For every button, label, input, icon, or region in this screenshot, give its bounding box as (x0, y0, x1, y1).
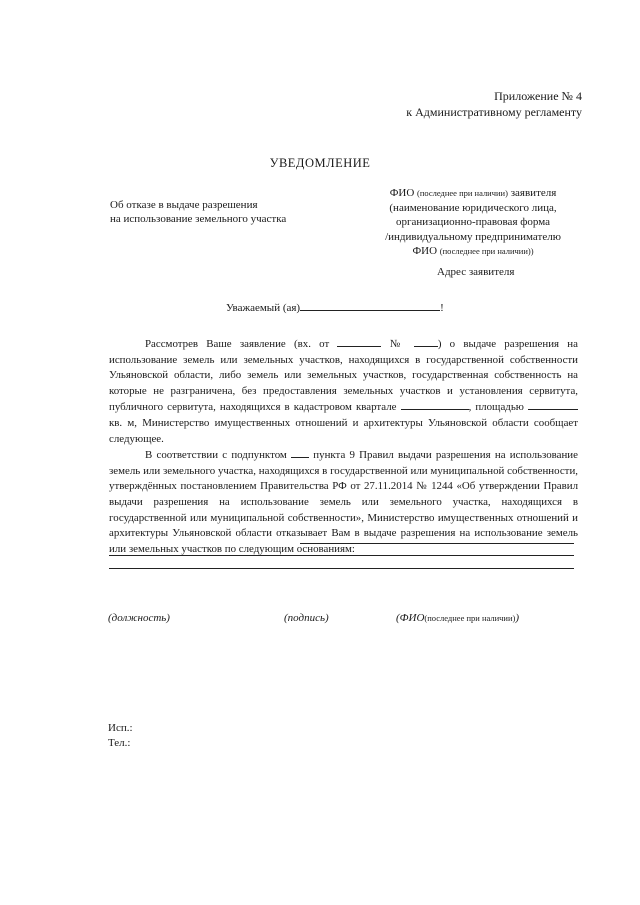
grounds-blank-line-2 (109, 555, 574, 556)
addressee-line-2: (наименование юридического лица, (389, 201, 557, 214)
quarter-blank (401, 399, 469, 410)
number-blank (414, 336, 438, 347)
greeting-suffix: ! (440, 302, 444, 314)
area-blank (528, 399, 578, 410)
executor-label: Исп.: (108, 722, 133, 734)
document-title: УВЕДОМЛЕНИЕ (269, 156, 371, 170)
addressee-line-5: ФИО (последнее при наличии)) (412, 245, 534, 257)
subject-line-1: Об отказе в выдаче разрешения (110, 199, 258, 211)
annex-number: Приложение № 4 (494, 89, 582, 103)
annex-reference: к Административному регламенту (406, 105, 582, 119)
addressee-line-1: ФИО (последнее при наличии) заявителя (389, 187, 557, 199)
phone-label: Тел.: (108, 737, 131, 749)
addressee-line-3: организационно-правовая форма (396, 216, 550, 228)
greeting-prefix: Уважаемый (ая) (226, 302, 301, 314)
addressee-line-4: /индивидуальному предпринимателю (385, 230, 561, 243)
annex-header (406, 88, 582, 120)
addressee-name-blank (300, 300, 440, 311)
signature-fio: (ФИО(последнее при наличии)) (396, 612, 520, 624)
contacts-block (108, 721, 133, 751)
greeting-line (226, 300, 444, 314)
applicant-address-label: Адрес заявителя (437, 266, 515, 278)
notice-subject (110, 198, 286, 226)
signature-position: (должность) (108, 612, 170, 624)
subject-line-2: на использование земельного участка (110, 213, 287, 225)
addressee-block (368, 186, 578, 259)
grounds-blank-line-1 (300, 543, 574, 544)
signature-sign: (подпись) (284, 612, 329, 624)
grounds-blank-line-3 (109, 568, 574, 569)
notice-body (109, 336, 578, 557)
paragraph-2: В соответствии с подпунктом пункта 9 Правил выдачи разрешения на использование земель или земельного участка, находящихся в государственной или муниципальной собственности, утверждённых постановлением Правительства РФ от 27.11.2014 № 1244 «Об утверждении Правил выдачи разрешения на использование земель или земельного участка, находящихся в государственной или муниципальной собственности», Министерство имущественных отношений и архитектуры Ульяновской области отказывает Вам в выдаче разрешения на использование земель или земельных участков по следующим основаниям: (109, 449, 578, 555)
subpoint-blank (291, 447, 309, 458)
date-blank (337, 336, 381, 347)
paragraph-1: Рассмотрев Ваше заявление (вх. от № ) о выдаче разрешения на использование земель или земельных участков, находящихся в государственной собственности Ульяновской области, либо земель или земельных участков, государственная собственность на которые не разграничена, без предоставления земельных участков и установления сервитута, публичного сервитута, находящихся в кадастровом квартале , площадью кв. м, Министерство имущественных отношений и архитектуры Ульяновской области сообщает следующее. (109, 338, 578, 445)
